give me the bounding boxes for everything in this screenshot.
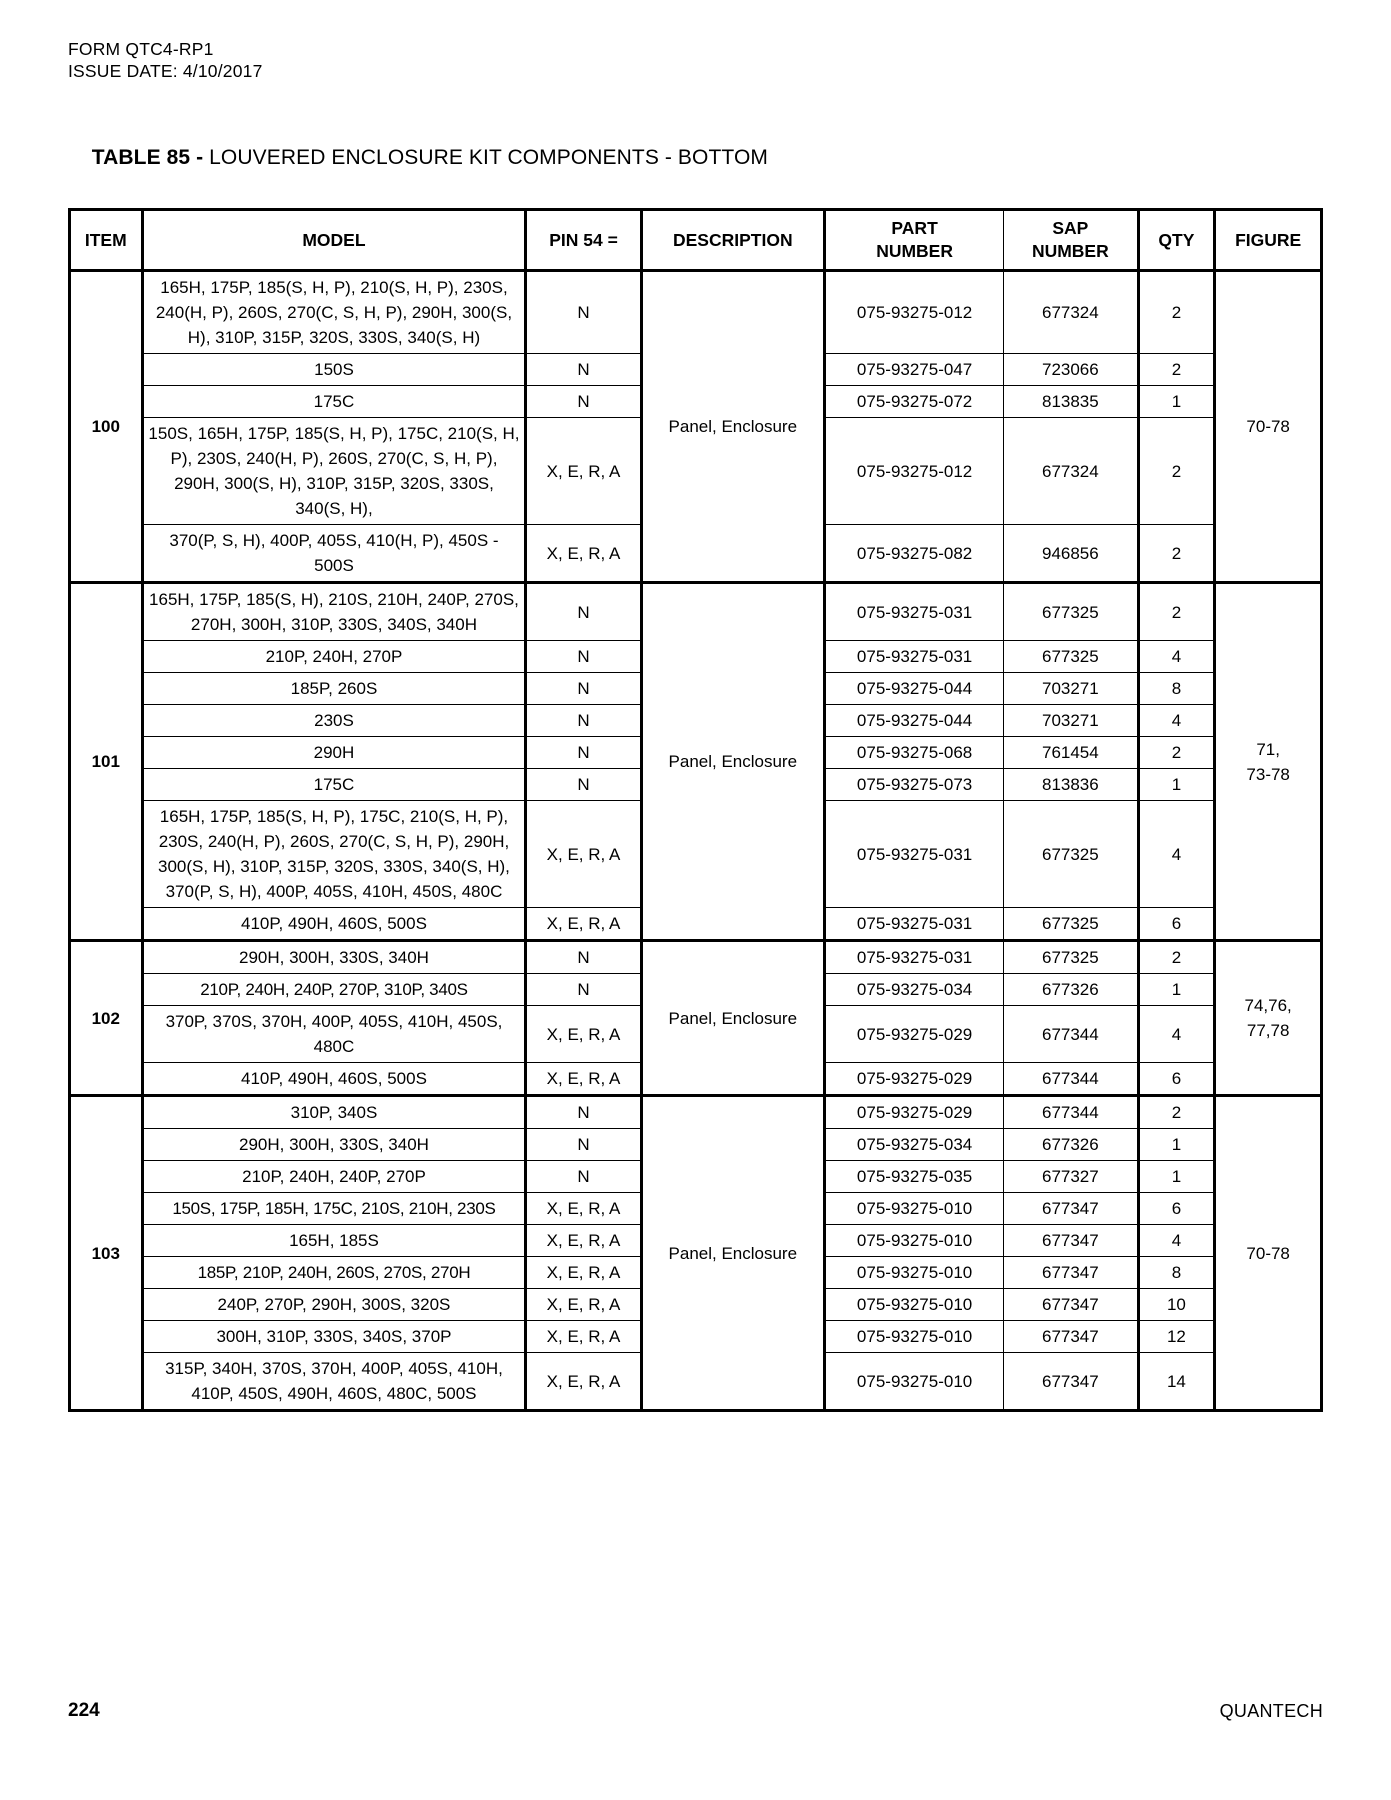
cell-model: 300H, 310P, 330S, 340S, 370P bbox=[142, 1321, 526, 1353]
cell-pin54: N bbox=[526, 705, 641, 737]
cell-model: 410P, 490H, 460S, 500S bbox=[142, 1063, 526, 1096]
cell-sap-number: 677344 bbox=[1004, 1006, 1138, 1063]
cell-part-number: 075-93275-031 bbox=[825, 801, 1004, 908]
cell-pin54: N bbox=[526, 974, 641, 1006]
page-number: 224 bbox=[68, 1700, 100, 1721]
cell-sap-number: 761454 bbox=[1004, 737, 1138, 769]
cell-qty: 2 bbox=[1138, 354, 1215, 386]
cell-qty: 4 bbox=[1138, 801, 1215, 908]
cell-item: 100 bbox=[70, 271, 143, 583]
cell-model: 290H, 300H, 330S, 340H bbox=[142, 941, 526, 974]
figure-line1: 74,76, bbox=[1244, 996, 1292, 1015]
cell-sap-number: 723066 bbox=[1004, 354, 1138, 386]
cell-model: 315P, 340H, 370S, 370H, 400P, 405S, 410H, 410P, 450S, 490H, 460S, 480C, 500S bbox=[142, 1353, 526, 1411]
column-header-figure: FIGURE bbox=[1215, 210, 1322, 271]
cell-part-number: 075-93275-031 bbox=[825, 941, 1004, 974]
cell-part-number: 075-93275-031 bbox=[825, 641, 1004, 673]
cell-qty: 4 bbox=[1138, 1225, 1215, 1257]
cell-pin54: N bbox=[526, 1161, 641, 1193]
cell-model: 165H, 175P, 185(S, H, P), 175C, 210(S, H, P), 230S, 240(H, P), 260S, 270(C, S, H, P), 290H, 300(S, H), 310P, 315P, 320S, 330S, 340(S, H), 370(P, S, H), 400P, 405S, 410H, 450S, 480C bbox=[142, 801, 526, 908]
cell-model: 370(P, S, H), 400P, 405S, 410(H, P), 450S - 500S bbox=[142, 525, 526, 583]
cell-part-number: 075-93275-047 bbox=[825, 354, 1004, 386]
figure-line2: 77,78 bbox=[1246, 1021, 1290, 1040]
cell-part-number: 075-93275-073 bbox=[825, 769, 1004, 801]
cell-model: 210P, 240H, 270P bbox=[142, 641, 526, 673]
column-header-qty: QTY bbox=[1138, 210, 1215, 271]
column-header-model: MODEL bbox=[142, 210, 526, 271]
cell-model: 165H, 175P, 185(S, H), 210S, 210H, 240P, 270S, 270H, 300H, 310P, 330S, 340S, 340H bbox=[142, 583, 526, 641]
column-header-item: ITEM bbox=[70, 210, 143, 271]
cell-part-number: 075-93275-012 bbox=[825, 271, 1004, 354]
cell-sap-number: 677324 bbox=[1004, 271, 1138, 354]
cell-model: 185P, 260S bbox=[142, 673, 526, 705]
cell-qty: 10 bbox=[1138, 1289, 1215, 1321]
cell-qty: 2 bbox=[1138, 737, 1215, 769]
cell-sap-number: 677325 bbox=[1004, 583, 1138, 641]
cell-pin54: X, E, R, A bbox=[526, 1257, 641, 1289]
cell-part-number: 075-93275-031 bbox=[825, 583, 1004, 641]
cell-model: 210P, 240H, 240P, 270P bbox=[142, 1161, 526, 1193]
page-footer bbox=[68, 1700, 1323, 1722]
cell-qty: 2 bbox=[1138, 271, 1215, 354]
figure-line1: 71, bbox=[1256, 739, 1280, 759]
cell-qty: 6 bbox=[1138, 1193, 1215, 1225]
cell-qty: 4 bbox=[1138, 1006, 1215, 1063]
cell-part-number: 075-93275-010 bbox=[825, 1193, 1004, 1225]
cell-figure: 70-78 bbox=[1215, 271, 1322, 583]
cell-qty: 6 bbox=[1138, 1063, 1215, 1096]
cell-sap-number: 677324 bbox=[1004, 418, 1138, 525]
cell-pin54: N bbox=[526, 386, 641, 418]
cell-part-number: 075-93275-012 bbox=[825, 418, 1004, 525]
cell-model: 150S bbox=[142, 354, 526, 386]
cell-sap-number: 677347 bbox=[1004, 1353, 1138, 1411]
cell-qty: 2 bbox=[1138, 1096, 1215, 1129]
cell-qty: 1 bbox=[1138, 974, 1215, 1006]
table-row bbox=[70, 1096, 1322, 1129]
cell-model: 150S, 175P, 185H, 175C, 210S, 210H, 230S bbox=[142, 1193, 526, 1225]
cell-part-number: 075-93275-010 bbox=[825, 1225, 1004, 1257]
cell-sap-number: 677347 bbox=[1004, 1321, 1138, 1353]
cell-pin54: X, E, R, A bbox=[526, 801, 641, 908]
cell-model: 165H, 185S bbox=[142, 1225, 526, 1257]
part-number-line1: PART bbox=[891, 218, 938, 238]
cell-description: Panel, Enclosure bbox=[641, 583, 824, 941]
cell-qty: 12 bbox=[1138, 1321, 1215, 1353]
cell-item: 103 bbox=[70, 1096, 143, 1411]
cell-part-number: 075-93275-029 bbox=[825, 1063, 1004, 1096]
cell-part-number: 075-93275-010 bbox=[825, 1321, 1004, 1353]
cell-pin54: N bbox=[526, 1096, 641, 1129]
cell-qty: 4 bbox=[1138, 641, 1215, 673]
cell-pin54: N bbox=[526, 1129, 641, 1161]
cell-part-number: 075-93275-068 bbox=[825, 737, 1004, 769]
cell-pin54: X, E, R, A bbox=[526, 1193, 641, 1225]
cell-sap-number: 677326 bbox=[1004, 974, 1138, 1006]
figure-line2: 73-78 bbox=[1246, 764, 1290, 784]
cell-model: 165H, 175P, 185(S, H, P), 210(S, H, P), 230S, 240(H, P), 260S, 270(C, S, H, P), 290H, 300(S, H), 310P, 315P, 320S, 330S, 340(S, H) bbox=[142, 271, 526, 354]
cell-pin54: N bbox=[526, 673, 641, 705]
cell-qty: 2 bbox=[1138, 583, 1215, 641]
cell-pin54: X, E, R, A bbox=[526, 1353, 641, 1411]
table-row bbox=[70, 271, 1322, 354]
table-row bbox=[70, 941, 1322, 974]
cell-sap-number: 677327 bbox=[1004, 1161, 1138, 1193]
cell-part-number: 075-93275-044 bbox=[825, 673, 1004, 705]
cell-part-number: 075-93275-034 bbox=[825, 974, 1004, 1006]
parts-table bbox=[68, 208, 1323, 1412]
cell-pin54: X, E, R, A bbox=[526, 1225, 641, 1257]
cell-model: 210P, 240H, 240P, 270P, 310P, 340S bbox=[142, 974, 526, 1006]
cell-model: 150S, 165H, 175P, 185(S, H, P), 175C, 210(S, H, P), 230S, 240(H, P), 260S, 270(C, S, H, P), 290H, 300(S, H), 310P, 315P, 320S, 330S, 340(S, H), bbox=[142, 418, 526, 525]
part-number-line2: NUMBER bbox=[876, 241, 953, 261]
cell-figure bbox=[1215, 583, 1322, 941]
cell-part-number: 075-93275-031 bbox=[825, 908, 1004, 941]
cell-pin54: X, E, R, A bbox=[526, 1321, 641, 1353]
cell-model: 410P, 490H, 460S, 500S bbox=[142, 908, 526, 941]
cell-figure: 70-78 bbox=[1215, 1096, 1322, 1411]
cell-part-number: 075-93275-072 bbox=[825, 386, 1004, 418]
cell-qty: 2 bbox=[1138, 525, 1215, 583]
table-row bbox=[70, 583, 1322, 641]
cell-part-number: 075-93275-029 bbox=[825, 1096, 1004, 1129]
table-header-row bbox=[70, 210, 1322, 271]
cell-pin54: X, E, R, A bbox=[526, 908, 641, 941]
cell-pin54: X, E, R, A bbox=[526, 418, 641, 525]
cell-item: 101 bbox=[70, 583, 143, 941]
cell-pin54: X, E, R, A bbox=[526, 1006, 641, 1063]
cell-description: Panel, Enclosure bbox=[641, 271, 824, 583]
column-header-sap-number bbox=[1004, 210, 1138, 271]
cell-sap-number: 677325 bbox=[1004, 941, 1138, 974]
cell-sap-number: 677347 bbox=[1004, 1289, 1138, 1321]
cell-pin54: N bbox=[526, 271, 641, 354]
cell-qty: 1 bbox=[1138, 1161, 1215, 1193]
cell-qty: 6 bbox=[1138, 908, 1215, 941]
cell-description: Panel, Enclosure bbox=[641, 941, 824, 1096]
cell-part-number: 075-93275-082 bbox=[825, 525, 1004, 583]
cell-pin54: N bbox=[526, 769, 641, 801]
cell-qty: 2 bbox=[1138, 418, 1215, 525]
cell-pin54: X, E, R, A bbox=[526, 1063, 641, 1096]
cell-pin54: N bbox=[526, 583, 641, 641]
cell-qty: 8 bbox=[1138, 1257, 1215, 1289]
cell-sap-number: 677325 bbox=[1004, 801, 1138, 908]
cell-sap-number: 677325 bbox=[1004, 908, 1138, 941]
cell-qty: 8 bbox=[1138, 673, 1215, 705]
cell-model: 370P, 370S, 370H, 400P, 405S, 410H, 450S, 480C bbox=[142, 1006, 526, 1063]
cell-pin54: X, E, R, A bbox=[526, 1289, 641, 1321]
page-title bbox=[68, 122, 1323, 194]
table-title-prefix: TABLE 85 - bbox=[91, 146, 210, 169]
cell-sap-number: 813836 bbox=[1004, 769, 1138, 801]
cell-part-number: 075-93275-010 bbox=[825, 1353, 1004, 1411]
cell-model: 240P, 270P, 290H, 300S, 320S bbox=[142, 1289, 526, 1321]
cell-qty: 1 bbox=[1138, 386, 1215, 418]
table-header bbox=[70, 210, 1322, 271]
column-header-pin54: PIN 54 = bbox=[526, 210, 641, 271]
column-header-description: DESCRIPTION bbox=[641, 210, 824, 271]
cell-qty: 1 bbox=[1138, 1129, 1215, 1161]
cell-model: 290H bbox=[142, 737, 526, 769]
cell-description: Panel, Enclosure bbox=[641, 1096, 824, 1411]
cell-model: 310P, 340S bbox=[142, 1096, 526, 1129]
form-id: FORM QTC4-RP1 bbox=[68, 39, 214, 59]
cell-qty: 4 bbox=[1138, 705, 1215, 737]
cell-model: 185P, 210P, 240H, 260S, 270S, 270H bbox=[142, 1257, 526, 1289]
cell-pin54: N bbox=[526, 354, 641, 386]
cell-sap-number: 677347 bbox=[1004, 1193, 1138, 1225]
table-title-text: LOUVERED ENCLOSURE KIT COMPONENTS - BOTTOM bbox=[209, 146, 768, 169]
cell-qty: 1 bbox=[1138, 769, 1215, 801]
cell-pin54: N bbox=[526, 941, 641, 974]
cell-sap-number: 677344 bbox=[1004, 1096, 1138, 1129]
cell-part-number: 075-93275-044 bbox=[825, 705, 1004, 737]
cell-part-number: 075-93275-034 bbox=[825, 1129, 1004, 1161]
cell-pin54: N bbox=[526, 641, 641, 673]
sap-number-line1: SAP bbox=[1052, 218, 1089, 238]
issue-date: ISSUE DATE: 4/10/2017 bbox=[68, 61, 263, 81]
cell-part-number: 075-93275-035 bbox=[825, 1161, 1004, 1193]
cell-part-number: 075-93275-029 bbox=[825, 1006, 1004, 1063]
form-header bbox=[68, 38, 1323, 82]
cell-sap-number: 677344 bbox=[1004, 1063, 1138, 1096]
cell-sap-number: 703271 bbox=[1004, 673, 1138, 705]
cell-model: 290H, 300H, 330S, 340H bbox=[142, 1129, 526, 1161]
cell-pin54: X, E, R, A bbox=[526, 525, 641, 583]
cell-model: 230S bbox=[142, 705, 526, 737]
cell-sap-number: 813835 bbox=[1004, 386, 1138, 418]
cell-pin54: N bbox=[526, 737, 641, 769]
cell-model: 175C bbox=[142, 769, 526, 801]
cell-part-number: 075-93275-010 bbox=[825, 1257, 1004, 1289]
cell-sap-number: 946856 bbox=[1004, 525, 1138, 583]
cell-sap-number: 677347 bbox=[1004, 1257, 1138, 1289]
cell-sap-number: 677347 bbox=[1004, 1225, 1138, 1257]
cell-qty: 14 bbox=[1138, 1353, 1215, 1411]
cell-part-number: 075-93275-010 bbox=[825, 1289, 1004, 1321]
table-body bbox=[70, 271, 1322, 1411]
cell-item: 102 bbox=[70, 941, 143, 1096]
cell-sap-number: 703271 bbox=[1004, 705, 1138, 737]
cell-model: 175C bbox=[142, 386, 526, 418]
column-header-part-number bbox=[825, 210, 1004, 271]
cell-sap-number: 677326 bbox=[1004, 1129, 1138, 1161]
cell-figure bbox=[1215, 941, 1322, 1096]
sap-number-line2: NUMBER bbox=[1031, 241, 1109, 261]
brand-name: QUANTECH bbox=[1219, 1701, 1323, 1721]
cell-qty: 2 bbox=[1138, 941, 1215, 974]
cell-sap-number: 677325 bbox=[1004, 641, 1138, 673]
